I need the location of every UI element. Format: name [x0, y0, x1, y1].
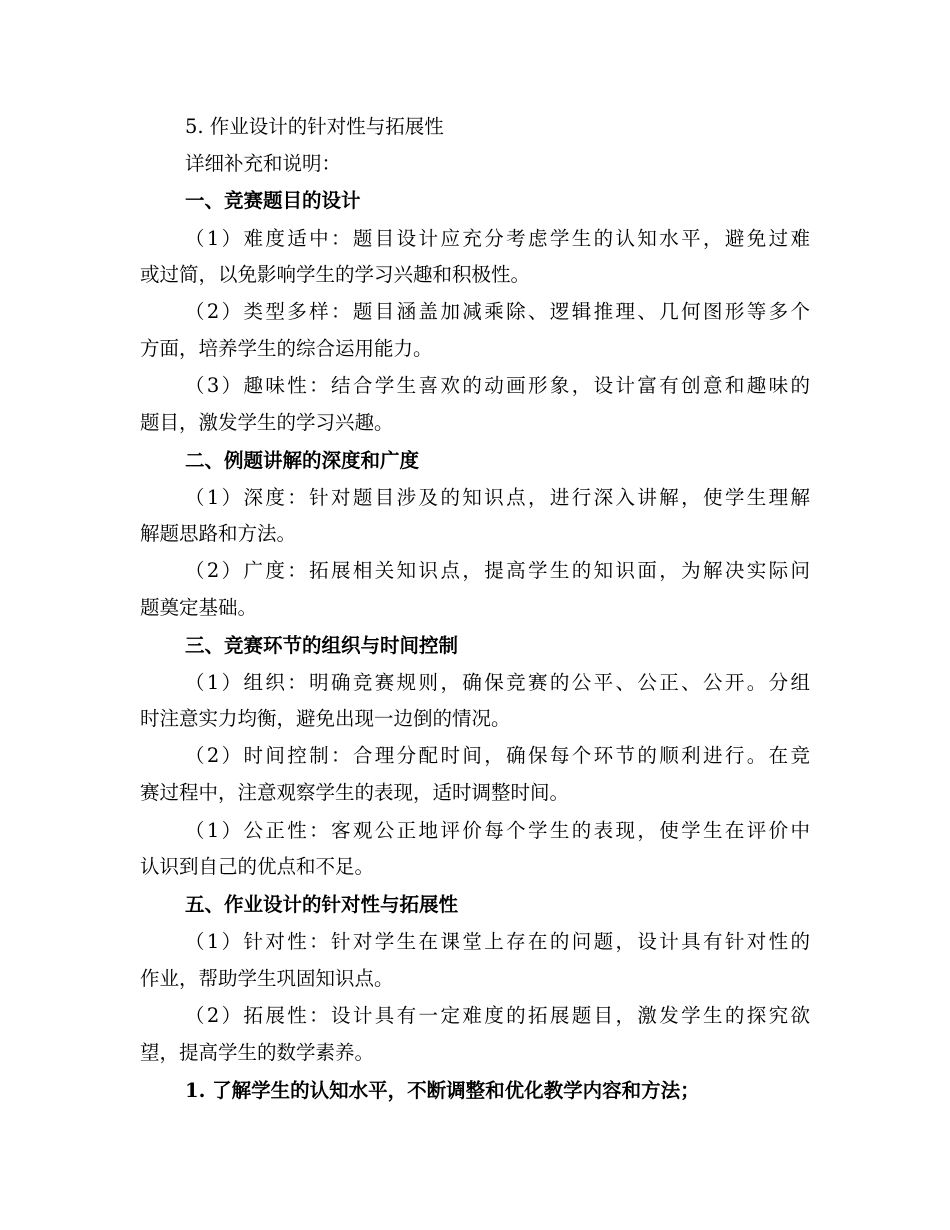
paragraph-line: （2）类型多样：题目涵盖加减乘除、逻辑推理、几何图形等多个 — [185, 300, 810, 323]
intro-text: 详细补充和说明： — [185, 152, 342, 175]
list-item-heading: 5. 作业设计的针对性与拓展性 — [185, 115, 444, 138]
paragraph-line: 时注意实力均衡，避免出现一边倒的情况。 — [140, 707, 511, 730]
paragraph-line: 题目，激发学生的学习兴趣。 — [140, 411, 394, 434]
paragraph-line: 赛过程中，注意观察学生的表现，适时调整时间。 — [140, 781, 570, 804]
paragraph-line: （2）时间控制：合理分配时间，确保每个环节的顺利进行。在竞 — [185, 744, 810, 767]
paragraph-line: （3）趣味性：结合学生喜欢的动画形象，设计富有创意和趣味的 — [185, 374, 810, 397]
closing-list-item: 1. 了解学生的认知水平，不断调整和优化教学内容和方法； — [185, 1079, 700, 1102]
paragraph-line: 解题思路和方法。 — [140, 522, 297, 545]
paragraph-line: 望，提高学生的数学素养。 — [140, 1041, 375, 1064]
section-heading-5: 五、作业设计的针对性与拓展性 — [185, 893, 459, 916]
paragraph-line: 方面，培养学生的综合运用能力。 — [140, 337, 433, 360]
paragraph-line: 或过简，以免影响学生的学习兴趣和积极性。 — [140, 263, 531, 286]
paragraph-line: （2）广度：拓展相关知识点，提高学生的知识面，为解决实际问 — [185, 559, 810, 582]
paragraph-line: （2）拓展性：设计具有一定难度的拓展题目，激发学生的探究欲 — [185, 1004, 810, 1027]
paragraph-line: 作业，帮助学生巩固知识点。 — [140, 967, 394, 990]
paragraph-line: （1）针对性：针对学生在课堂上存在的问题，设计具有针对性的 — [185, 930, 810, 953]
paragraph-line: 认识到自己的优点和不足。 — [140, 855, 375, 878]
paragraph-line: （1）组织：明确竞赛规则，确保竞赛的公平、公正、公开。分组 — [185, 671, 810, 694]
paragraph-line: （1）深度：针对题目涉及的知识点，进行深入讲解，使学生理解 — [185, 486, 810, 509]
section-heading-3: 三、竞赛环节的组织与时间控制 — [185, 634, 459, 657]
section-heading-2: 二、例题讲解的深度和广度 — [185, 449, 420, 472]
section-heading-1: 一、竞赛题目的设计 — [185, 189, 361, 212]
paragraph-line: 题奠定基础。 — [140, 596, 258, 619]
paragraph-line: （1）公正性：客观公正地评价每个学生的表现，使学生在评价中 — [185, 819, 810, 842]
paragraph-line: （1）难度适中：题目设计应充分考虑学生的认知水平，避免过难 — [185, 227, 810, 250]
